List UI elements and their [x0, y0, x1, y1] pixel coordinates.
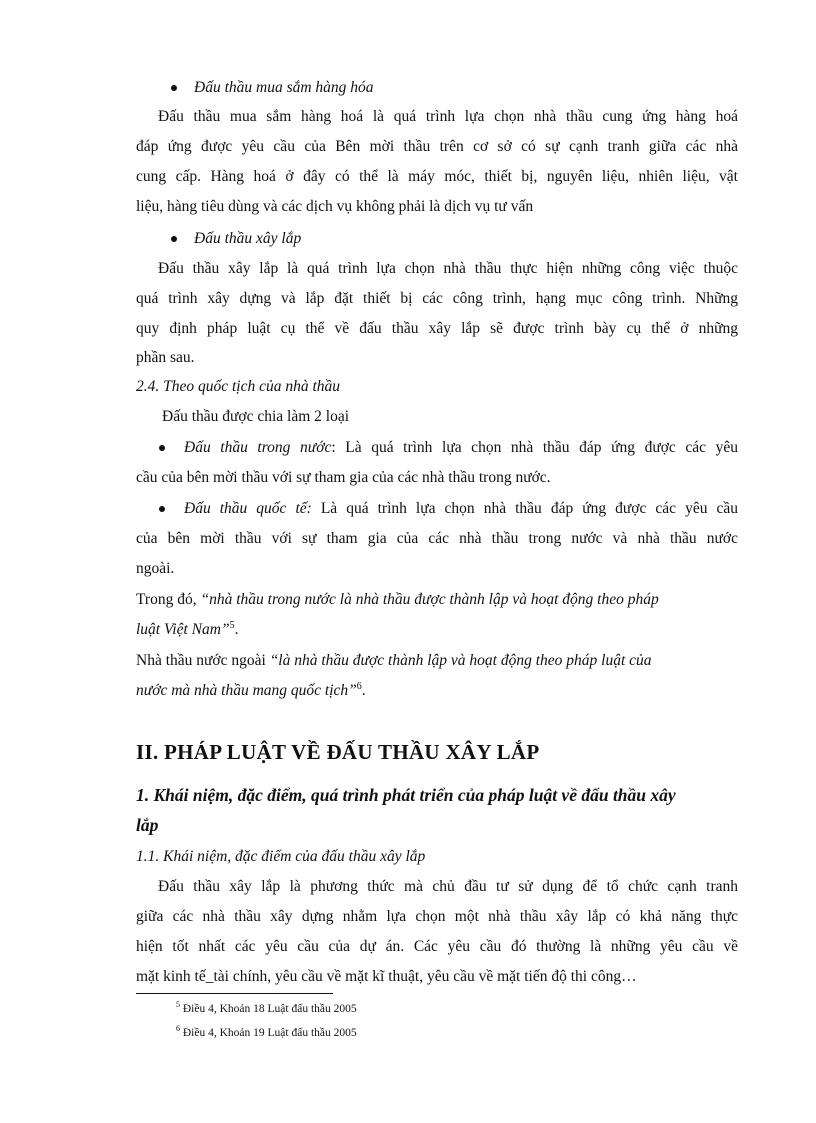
definition-quote: “là nhà thầu được thành lập và hoạt động theo pháp luật của	[269, 652, 652, 669]
bullet-icon	[171, 85, 177, 91]
subsection-heading: 2.4. Theo quốc tịch của nhà thầu	[136, 378, 341, 395]
paragraph-line: phần sau.	[136, 349, 195, 366]
footnote-text: Điều 4, Khoản 18 Luật đấu thầu 2005	[180, 1002, 357, 1015]
footnote-number: 6	[176, 1024, 180, 1033]
paragraph-line: quy định pháp luật cụ thể về đấu thầu xây lắp sẽ được trình bày cụ thể ở những	[136, 320, 738, 337]
paragraph-line: cung cấp. Hàng hoá ở đây có thể là máy móc, thiết bị, nguyên liệu, nhiên liệu, vật	[136, 168, 738, 185]
footnote-ref[interactable]: 5	[229, 619, 235, 631]
paragraph-line: của bên mời thầu với sự tham gia của các nhà thầu trong nước và nhà thầu nước	[136, 530, 738, 547]
definition-prefix: Nhà thầu nước ngoài	[136, 652, 270, 669]
paragraph-line: liệu, hàng tiêu dùng và các dịch vụ không phải là dịch vụ tư vấn	[136, 198, 534, 215]
bullet-icon	[159, 506, 165, 512]
intro-line: Đấu thầu được chia làm 2 loại	[162, 408, 350, 425]
paragraph-line: đáp ứng được yêu cầu của Bên mời thầu trên cơ sở có sự cạnh tranh giữa các nhà	[136, 138, 738, 155]
domestic-term: Đấu thầu trong nước	[184, 439, 332, 456]
section-title-line: lắp	[136, 815, 159, 835]
definition-quote: luật Việt Nam”	[136, 621, 230, 638]
paragraph-line: hiện tốt nhất các yêu cầu của dự án. Các yêu cầu đó thường là những yêu cầu về	[136, 938, 738, 955]
definition-prefix: Trong đó,	[136, 591, 201, 608]
domestic-desc: : Là quá trình lựa chọn nhà thầu đáp ứng được các yêu	[331, 439, 738, 456]
footnote-text: Điều 4, Khoản 19 Luật đấu thầu 2005	[180, 1026, 357, 1039]
bullet-icon	[171, 236, 177, 242]
paragraph-line: Đấu thầu xây lắp là phương thức mà chủ đầu tư sử dụng để tổ chức cạnh tranh	[158, 878, 738, 895]
footnote-number: 5	[176, 1000, 180, 1009]
paragraph-line: giữa các nhà thầu xây dựng nhằm lựa chọn một nhà thầu xây lắp có khả năng thực	[136, 908, 738, 925]
definition-quote: nước mà nhà thầu mang quốc tịch”	[136, 682, 357, 699]
section-title-line: 1. Khái niệm, đặc điểm, quá trình phát triển của pháp luật về đấu thầu xây	[136, 785, 676, 805]
bullet-icon	[159, 445, 165, 451]
intl-desc: Là quá trình lựa chọn nhà thầu đáp ứng được các yêu cầu	[311, 500, 738, 517]
footnote	[176, 1024, 357, 1039]
intl-bidding-line	[184, 498, 738, 520]
footnote-ref[interactable]: 6	[356, 680, 362, 692]
footnote	[176, 1000, 357, 1015]
paragraph-line: mặt kinh tế_tài chính, yêu cầu về mặt kĩ thuật, yêu cầu về mặt tiến độ thi công…	[136, 968, 637, 985]
footnote-separator	[136, 993, 333, 994]
intl-term: Đấu thầu quốc tế:	[184, 500, 312, 517]
definition-domestic-line-2: luật Việt Nam”$^5$.	[136, 619, 239, 638]
paragraph-line: Đấu thầu mua sắm hàng hoá là quá trình lựa chọn nhà thầu cung ứng hàng hoá	[158, 108, 738, 125]
part-title: II. PHÁP LUẬT VỀ ĐẤU THẦU XÂY LẮP	[136, 740, 540, 764]
definition-quote: “nhà thầu trong nước là nhà thầu được thành lập và hoạt động theo pháp	[200, 591, 659, 608]
section-heading-construction: Đấu thầu xây lắp	[194, 230, 302, 247]
paragraph-line: cầu của bên mời thầu với sự tham gia của các nhà thầu trong nước.	[136, 469, 551, 486]
paragraph-line: quá trình xây dựng và lắp đặt thiết bị các công trình, hạng mục công trình. Những	[136, 290, 738, 307]
paragraph-line: ngoài.	[136, 560, 175, 577]
section-title	[136, 780, 742, 840]
definition-domestic-line	[136, 589, 738, 611]
subsection-heading: 1.1. Khái niệm, đặc điểm của đấu thầu xây lắp	[136, 848, 426, 865]
domestic-bidding-line	[184, 437, 738, 459]
definition-foreign-line	[136, 650, 738, 672]
paragraph-line: Đấu thầu xây lắp là quá trình lựa chọn nhà thầu thực hiện những công việc thuộc	[158, 260, 738, 277]
definition-foreign-line-2: nước mà nhà thầu mang quốc tịch”$^6$.	[136, 680, 366, 699]
section-heading-goods: Đấu thầu mua sắm hàng hóa	[194, 79, 374, 96]
